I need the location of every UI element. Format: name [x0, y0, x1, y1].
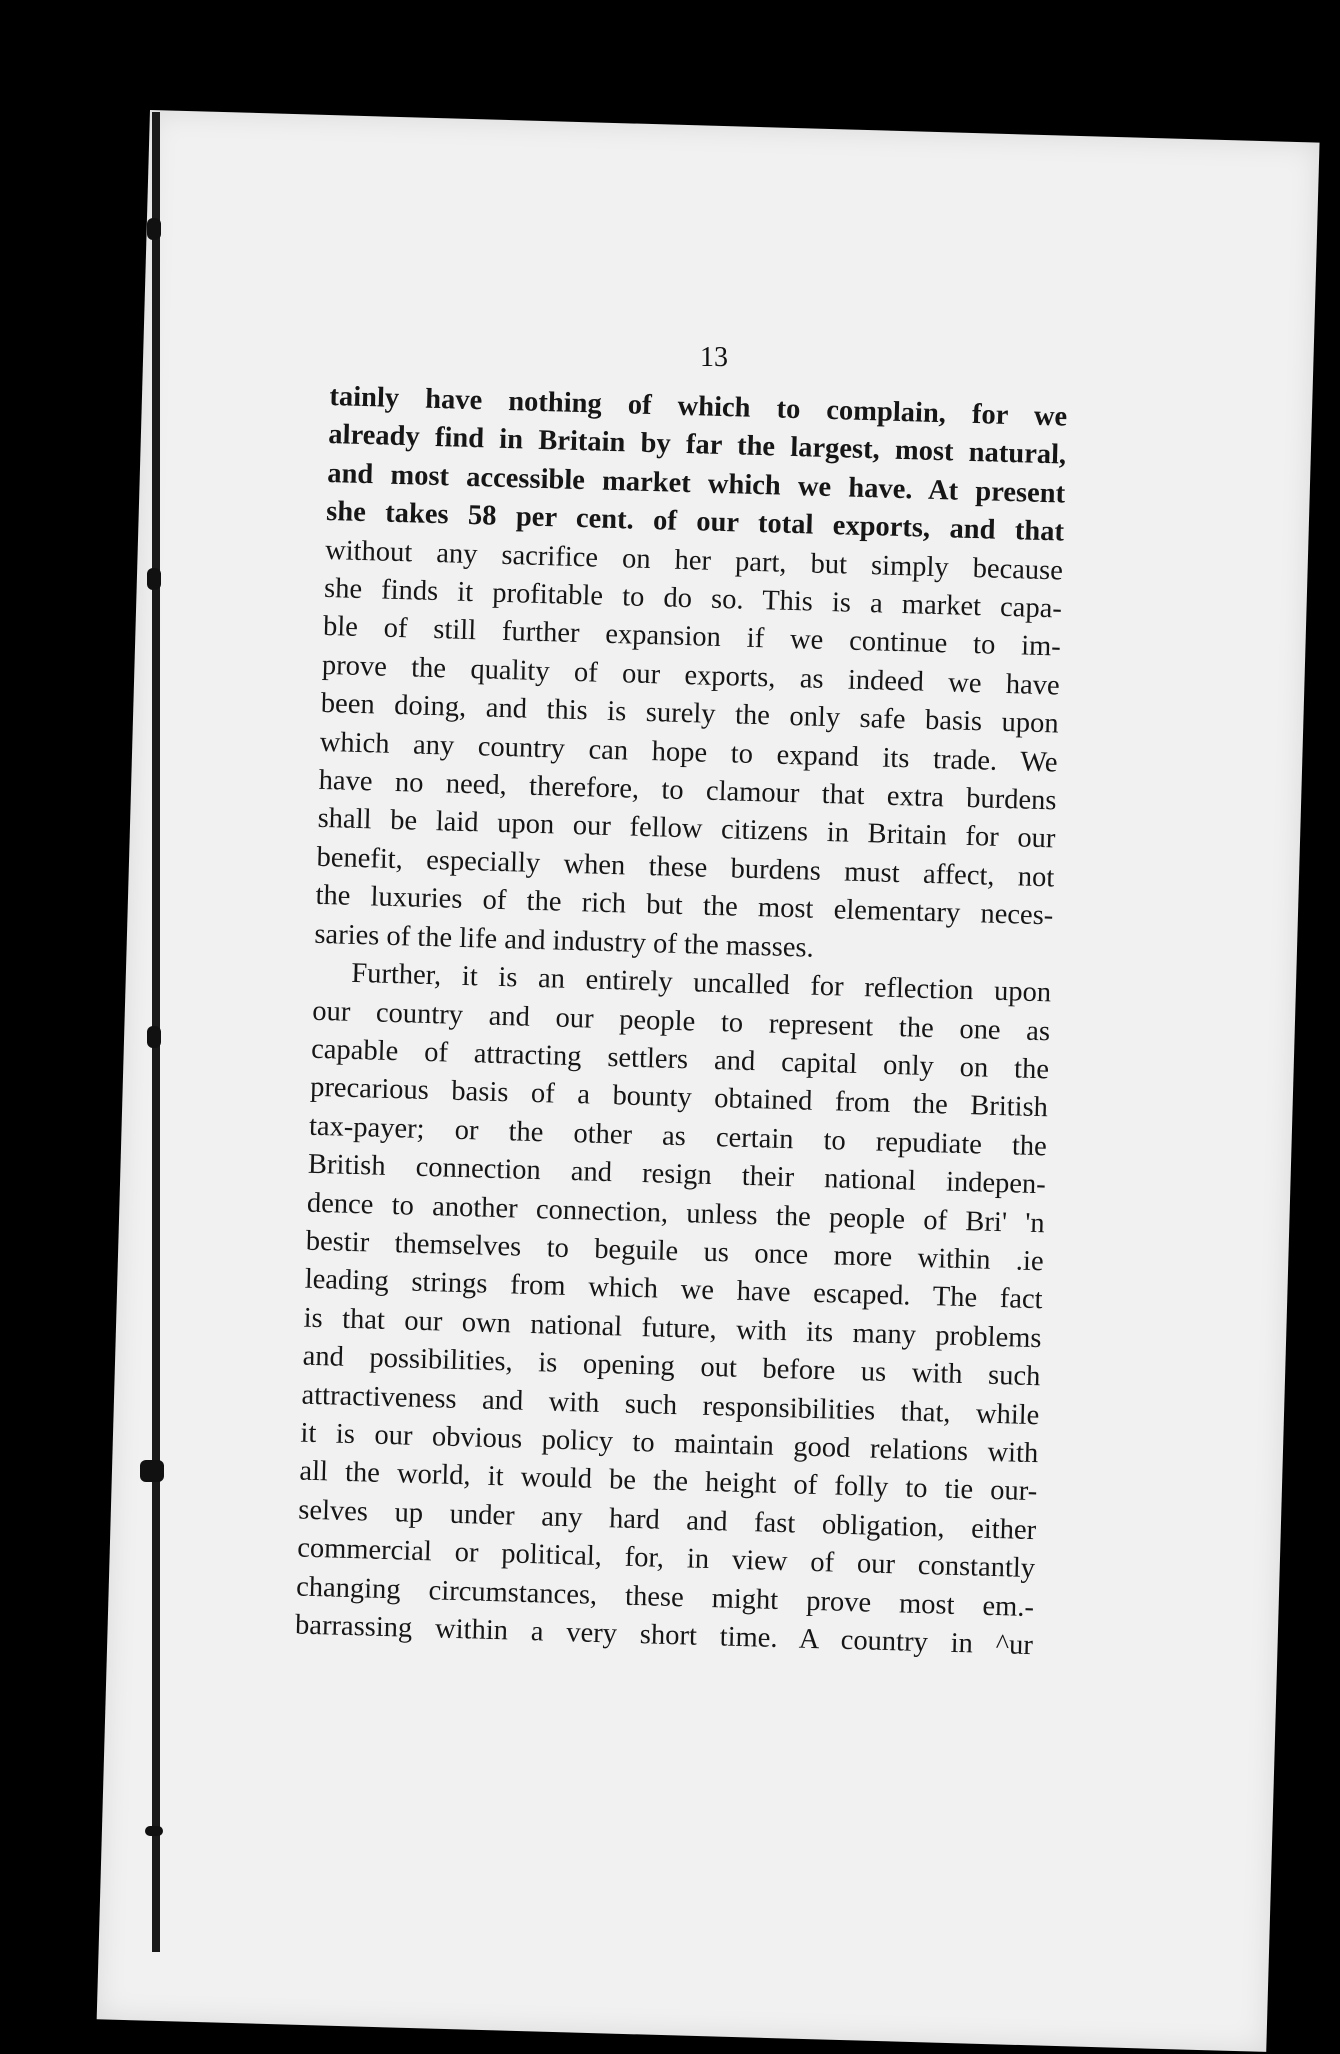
text-line: she finds it profitable to do so. This is a market capa- — [323, 572, 1063, 625]
paragraph — [314, 378, 1068, 974]
page-number: 13 — [700, 342, 728, 373]
text-line: she takes 58 per cent. of our total exports, and that — [325, 496, 1065, 548]
text-line: and possibilities, is opening out before us with such — [302, 1340, 1041, 1393]
binding-mark — [145, 1826, 163, 1836]
text-line: tax-payer; or the other as certain to repudiate the — [308, 1110, 1048, 1163]
binding-mark — [147, 218, 161, 240]
text-line: British connection and resign their national indepen- — [307, 1148, 1047, 1201]
text-line: Further, it is an entirely uncalled for reflection upon — [350, 957, 1052, 1009]
text-line: have no need, therefore, to clamour that extra burdens — [318, 764, 1057, 817]
text-line: shall be laid upon our fellow citizens in Britain for our — [317, 803, 1056, 855]
text-line: the luxuries of the rich but the most elementary neces- — [315, 880, 1054, 932]
text-line: and most accessible market which we have. At present — [326, 457, 1066, 510]
body-text — [295, 378, 1068, 1666]
text-line: without any sacrifice on her part, but simply because — [324, 534, 1064, 587]
text-line: leading strings from which we have escaped. The fact — [304, 1263, 1043, 1316]
text-line: is that our own national future, with its many problems — [303, 1302, 1042, 1354]
text-line: our country and our people to represent the one as — [311, 995, 1051, 1047]
text-line: precarious basis of a bounty obtained from the British — [309, 1072, 1049, 1124]
binding-mark — [140, 1460, 164, 1482]
text-line: all the world, it would be the height of folly to tie our- — [299, 1455, 1038, 1508]
binding-mark — [147, 568, 161, 590]
text-line: which any country can hope to expand its trade. We — [319, 726, 1058, 779]
text-line: attractiveness and with such responsibilities that, while — [301, 1379, 1040, 1431]
text-line: dence to another connection, unless the people of Bri' 'n — [306, 1187, 1046, 1239]
text-line: saries of the life and industry of the masses. — [314, 918, 815, 964]
text-line: barrassing within a very short time. A country in ^ur — [294, 1609, 1034, 1662]
text-line: capable of attracting settlers and capital only on the — [310, 1033, 1050, 1086]
text-line: bestir themselves to beguile us once more within .ie — [305, 1225, 1045, 1278]
text-line: tainly have nothing of which to complain, for we — [329, 380, 1068, 433]
text-line: it is our obvious policy to maintain good relations with — [300, 1417, 1039, 1470]
text-line: been doing, and this is surely the only safe basis upon — [320, 688, 1060, 740]
text-line: ble of still further expansion if we continue to im- — [322, 611, 1062, 663]
text-line: changing circumstances, these might prove most em.- — [295, 1571, 1035, 1623]
paragraph — [295, 954, 1052, 1666]
text-line: prove the quality of our exports, as indeed we have — [321, 649, 1061, 702]
binding-mark — [147, 1026, 161, 1048]
text-line: already find in Britain by far the largest, most natural, — [327, 419, 1067, 471]
text-line: commercial or political, for, in view of our constantly — [296, 1532, 1036, 1585]
text-line: benefit, especially when these burdens must affect, not — [316, 841, 1055, 894]
text-line: selves up under any hard and fast obligation, either — [297, 1494, 1037, 1546]
